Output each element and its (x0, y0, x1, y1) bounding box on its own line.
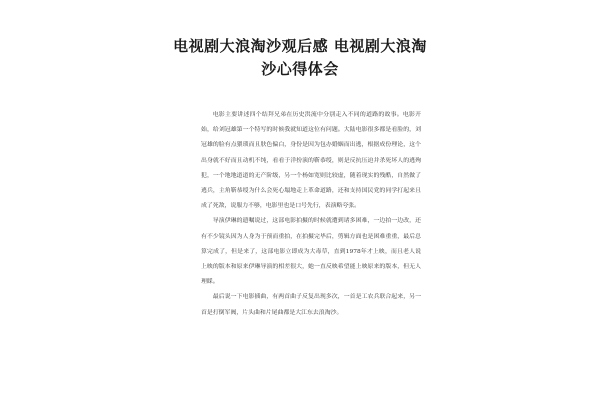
document-title-line-2: 沙心得体会 (261, 60, 339, 78)
document-body (201, 108, 421, 321)
paragraph-2: 导演伊琳的遗嘱说过，这部电影拍摄的时候就遭到诸多困难，一边拍一边改，还有不少镜头因为人身为于预而重拍，在拍摄完毕后，剪辑方面也是困难重重，最后总算完成了，但是来了，这部电影立即成为大毒草，直到1978年才上映，而且老人说上映的版本和原来伊琳导演的相差很大，她一直反映希望能上映原来的版本，但无人理睬。 (201, 218, 421, 286)
paragraph-3: 最后说一下电影插曲，有两首曲子反复出现多次，一首是工农兵联合起来，另一首是打倒军阀，片头曲和片尾曲都是大江东去浪淘沙。 (201, 294, 421, 316)
document-title-line-1: 电视剧大浪淘沙观后感 电视剧大浪淘 (173, 37, 427, 55)
paragraph-1: 电影主要讲述四个结拜兄弟在历史洪流中分别走入不同的道路的故事。电影开始，给刘冠雄第一个特写的时候我就知道这位有问题。大陆电影很多都是看脸的，刘冠雄的脸有点猥琐而且肤色偏白，身份是因为包办婚姻而出逃，根据成份理论，这个出身就不好而且动机不纯，看看于洋扮演的靳恭绶，则是反抗压迫并杀死坏人的逃殉犯，一个地地道道的无产阶级，另一个杨如宽则比较虚，随着现实的残酷，自然做了逃兵，主角靳恭绶为什么会死心塌地走上革命道路，还和支持国民党的同学打起来且成了死敌，说服力不够，电影里也是口号先行，表演略夸张。 (201, 112, 421, 210)
